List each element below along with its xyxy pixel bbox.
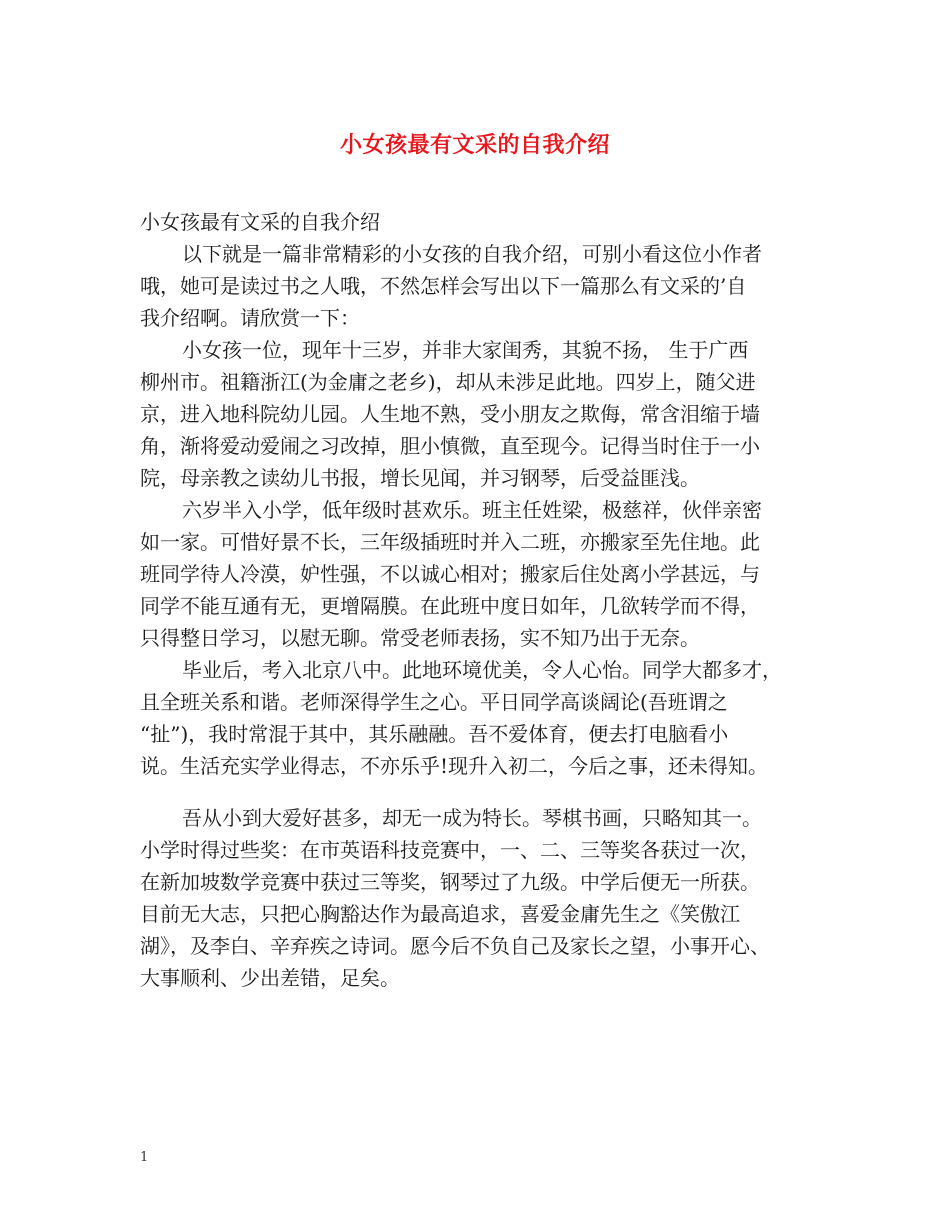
- paragraph-3: [140, 494, 830, 654]
- paragraph-line: 六岁半入小学，低年级时甚欢乐。班主任姓梁，极慈祥，伙伴亲密: [182, 498, 762, 522]
- paragraph-line: 以下就是一篇非常精彩的小女孩的自我介绍，可别小看这位小作者: [182, 242, 762, 266]
- page-number: 1: [140, 1150, 149, 1165]
- document-body: [140, 206, 830, 994]
- paragraph-line: 毕业后，考入北京八中。此地环境优美，令人心怡。同学大都多才，: [182, 658, 782, 682]
- paragraph-line: 角，渐将爱动爱闹之习改掉，胆小慎微，直至现今。记得当时住于一小: [140, 434, 760, 458]
- paragraph-line: 只得整日学习，以慰无聊。常受老师表扬，实不知乃出于无奈。: [140, 626, 700, 650]
- paragraph-line: 院，母亲教之读幼儿书报，增长见闻，并习钢琴，后受益匪浅。: [140, 466, 700, 490]
- paragraph-line: 大事顺利、少出差错，足矣。: [140, 966, 400, 990]
- paragraph-line: 说。生活充实学业得志，不亦乐乎!现升入初二，今后之事，还未得知。: [140, 754, 769, 778]
- document-subtitle: 小女孩最有文采的自我介绍: [140, 210, 380, 234]
- paragraph-4: [140, 654, 830, 782]
- document-title: 小女孩最有文采的自我介绍: [339, 132, 610, 158]
- paragraph-line: 小学时得过些奖：在市英语科技竞赛中，一、二、三等奖各获过一次，: [140, 838, 760, 862]
- paragraph-line: 班同学待人冷漠，妒性强，不以诚心相对；搬家后住处离小学甚远，与: [140, 562, 760, 586]
- paragraph-line: 柳州市。祖籍浙江(为金庸之老乡)，却从未涉足此地。四岁上，随父进: [140, 370, 756, 394]
- paragraph-line: 目前无大志，只把心胸豁达作为最高追求，喜爱金庸先生之《笑傲江: [140, 902, 740, 926]
- paragraph-line: 吾从小到大爱好甚多，却无一成为特长。琴棋书画，只略知其一。: [182, 806, 762, 830]
- paragraph-line: 湖》，及李白、辛弃疾之诗词。愿今后不负自己及家长之望，小事开心、: [140, 934, 770, 958]
- paragraph-5: [140, 802, 830, 994]
- paragraph-line: 我介绍啊。请欣赏一下：: [140, 306, 360, 330]
- paragraph-line: 京，进入地科院幼儿园。人生地不熟，受小朋友之欺侮，常含泪缩于墙: [140, 402, 760, 426]
- paragraph-line: “扯”)，我时常混于其中，其乐融融。吾不爱体育，便去打电脑看小: [140, 722, 729, 746]
- paragraph-line: 同学不能互通有无，更增隔膜。在此班中度日如年，几欲转学而不得，: [140, 594, 760, 618]
- paragraph-1: [140, 238, 830, 334]
- paragraph-line: 小女孩一位，现年十三岁，并非大家闺秀，其貌不扬， 生于广西: [182, 338, 749, 362]
- paragraph-line: 在新加坡数学竞赛中获过三等奖，钢琴过了九级。中学后便无一所获。: [140, 870, 760, 894]
- paragraph-line: 哦，她可是读过书之人哦，不然怎样会写出以下一篇那么有文采的’自: [140, 274, 747, 298]
- paragraph-line: 如一家。可惜好景不长，三年级插班时并入二班，亦搬家至先住地。此: [140, 530, 760, 554]
- paragraph-line: 且全班关系和谐。老师深得学生之心。平日同学高谈阔论(吾班谓之: [140, 690, 728, 714]
- paragraph-2: [140, 334, 830, 494]
- paragraph-gap: [140, 782, 830, 802]
